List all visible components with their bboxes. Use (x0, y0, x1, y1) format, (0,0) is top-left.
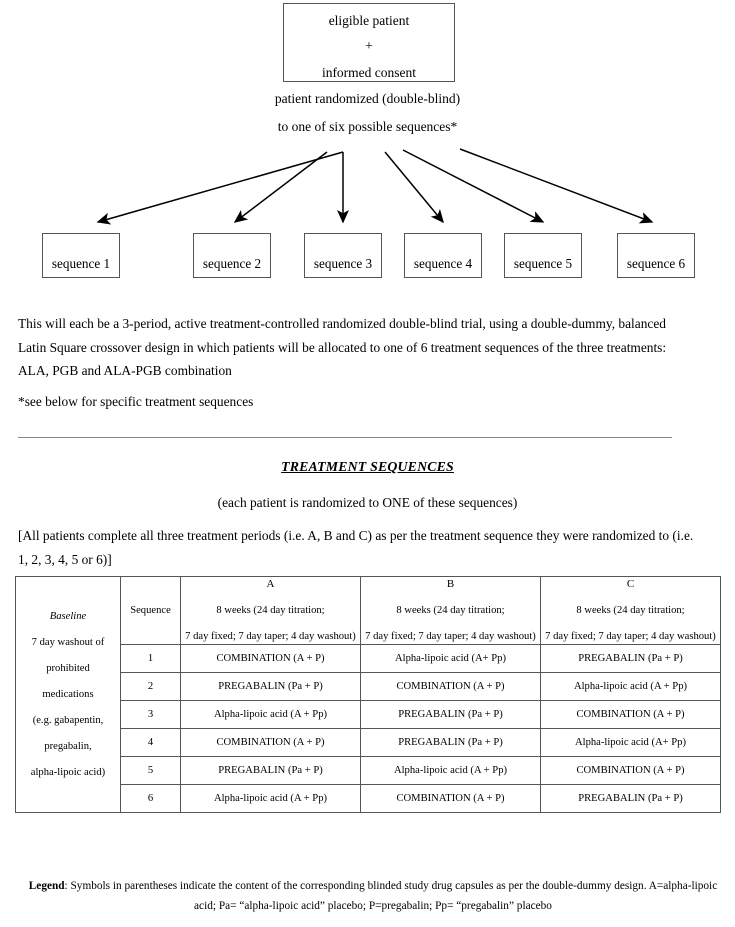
see-below-note: *see below for specific treatment sequences (18, 394, 254, 409)
legend (28, 876, 718, 916)
sequence-box-1-label: sequence 1 (51, 255, 111, 271)
randomization-caption-line2: to one of six possible sequences* (277, 119, 458, 134)
table-row (16, 785, 721, 813)
baseline-column-cell (16, 577, 121, 813)
baseline-line-4: (e.g. gabapentin, (32, 714, 104, 726)
arrow-to-sequence-4 (385, 152, 443, 222)
row-4-period-b: PREGABALIN (Pa + P) (361, 729, 541, 757)
sequence-box-1 (42, 233, 120, 278)
eligible-patient-line: eligible patient (328, 13, 410, 28)
plus-symbol: + (365, 39, 373, 54)
treatment-sequences-table (15, 576, 721, 813)
sequence-box-5-label: sequence 5 (513, 255, 573, 271)
randomization-caption-line1: patient randomized (double-blind) (274, 91, 461, 106)
row-1-period-a: COMBINATION (A + P) (181, 645, 361, 673)
row-5-period-c: COMBINATION (A + P) (541, 757, 721, 785)
sequence-box-3-label: sequence 3 (313, 255, 373, 271)
sequence-number-5: 5 (121, 757, 181, 785)
period-b-line1: 8 weeks (24 day titration; (396, 605, 505, 616)
baseline-line-2: prohibited (46, 662, 90, 674)
sequence-column-header: Sequence (121, 577, 181, 645)
sequence-box-4-label: sequence 4 (413, 255, 473, 271)
sequence-box-2-label: sequence 2 (202, 255, 262, 271)
period-c-header (541, 577, 721, 645)
period-b-letter: B (446, 578, 455, 590)
study-design-paragraph: This will each be a 3-period, active treatment-controlled randomized double-blind trial, using a double-dummy, balanced Latin Square crossover design in which patients will be allocated to one of 6 treatment sequences of the three treatments: ALA, PGB and ALA-PGB combination (18, 316, 667, 378)
arrow-to-sequence-6 (460, 149, 652, 222)
sequence-number-4: 4 (121, 729, 181, 757)
row-3-period-a: Alpha-lipoic acid (A + Pp) (181, 701, 361, 729)
table-row (16, 673, 721, 701)
period-a-letter: A (266, 578, 275, 590)
sequence-box-5 (504, 233, 582, 278)
row-6-period-a: Alpha-lipoic acid (A + Pp) (181, 785, 361, 813)
baseline-line-5: pregabalin, (44, 740, 92, 752)
table-row (16, 701, 721, 729)
arrow-to-sequence-5 (403, 150, 543, 222)
sequence-number-3: 3 (121, 701, 181, 729)
period-c-line2: 7 day fixed; 7 day taper; 4 day washout) (545, 631, 716, 642)
row-6-period-c: PREGABALIN (Pa + P) (541, 785, 721, 813)
row-5-period-b: Alpha-lipoic acid (A + Pp) (361, 757, 541, 785)
sequence-number-6: 6 (121, 785, 181, 813)
baseline-line-6: alpha-lipoic acid) (30, 766, 106, 778)
row-5-period-a: PREGABALIN (Pa + P) (181, 757, 361, 785)
row-1-period-b: Alpha-lipoic acid (A+ Pp) (361, 645, 541, 673)
table-row (16, 757, 721, 785)
period-a-line1: 8 weeks (24 day titration; (216, 605, 325, 616)
sequence-number-2: 2 (121, 673, 181, 701)
row-2-period-c: Alpha-lipoic acid (A + Pp) (541, 673, 721, 701)
treatment-sequences-title: TREATMENT SEQUENCES (281, 459, 454, 474)
sequence-box-3 (304, 233, 382, 278)
sequence-box-4 (404, 233, 482, 278)
baseline-line-3: medications (42, 688, 94, 700)
table-header-row (16, 577, 721, 645)
table-row (16, 645, 721, 673)
treatment-sequences-note: [All patients complete all three treatment periods (i.e. A, B and C) as per the treatment sequence they were randomized to (i.e. 1, 2, 3, 4, 5 or 6)] (18, 528, 694, 567)
legend-label: Legend (28, 880, 65, 892)
period-a-line2: 7 day fixed; 7 day taper; 4 day washout) (185, 631, 356, 642)
table-row (16, 729, 721, 757)
row-4-period-a: COMBINATION (A + P) (181, 729, 361, 757)
section-divider (18, 437, 672, 438)
period-c-letter: C (626, 578, 635, 590)
sequence-box-6 (617, 233, 695, 278)
arrow-to-sequence-2 (235, 152, 327, 222)
period-b-header (361, 577, 541, 645)
row-6-period-b: COMBINATION (A + P) (361, 785, 541, 813)
period-c-line1: 8 weeks (24 day titration; (576, 605, 685, 616)
arrow-to-sequence-1 (98, 152, 343, 222)
sequence-box-6-label: sequence 6 (626, 255, 686, 271)
baseline-title: Baseline (49, 610, 87, 622)
period-b-line2: 7 day fixed; 7 day taper; 4 day washout) (365, 631, 536, 642)
row-4-period-c: Alpha-lipoic acid (A+ Pp) (541, 729, 721, 757)
sequence-box-2 (193, 233, 271, 278)
randomization-flow-diagram (0, 0, 735, 300)
baseline-line-1: 7 day washout of (31, 636, 105, 648)
row-2-period-b: COMBINATION (A + P) (361, 673, 541, 701)
row-3-period-c: COMBINATION (A + P) (541, 701, 721, 729)
row-1-period-c: PREGABALIN (Pa + P) (541, 645, 721, 673)
row-2-period-a: PREGABALIN (Pa + P) (181, 673, 361, 701)
treatment-sequences-subtitle: (each patient is randomized to ONE of these sequences) (217, 495, 518, 510)
row-3-period-b: PREGABALIN (Pa + P) (361, 701, 541, 729)
legend-text: : Symbols in parentheses indicate the content of the corresponding blinded study drug capsules as per the double-dummy design. A=alpha-lipoic acid; Pa= “alpha-lipoic acid” placebo; P=pregabalin; Pp= “pregabalin” placebo (64, 880, 718, 912)
informed-consent-line: informed consent (321, 65, 417, 80)
sequence-number-1: 1 (121, 645, 181, 673)
period-a-header (181, 577, 361, 645)
